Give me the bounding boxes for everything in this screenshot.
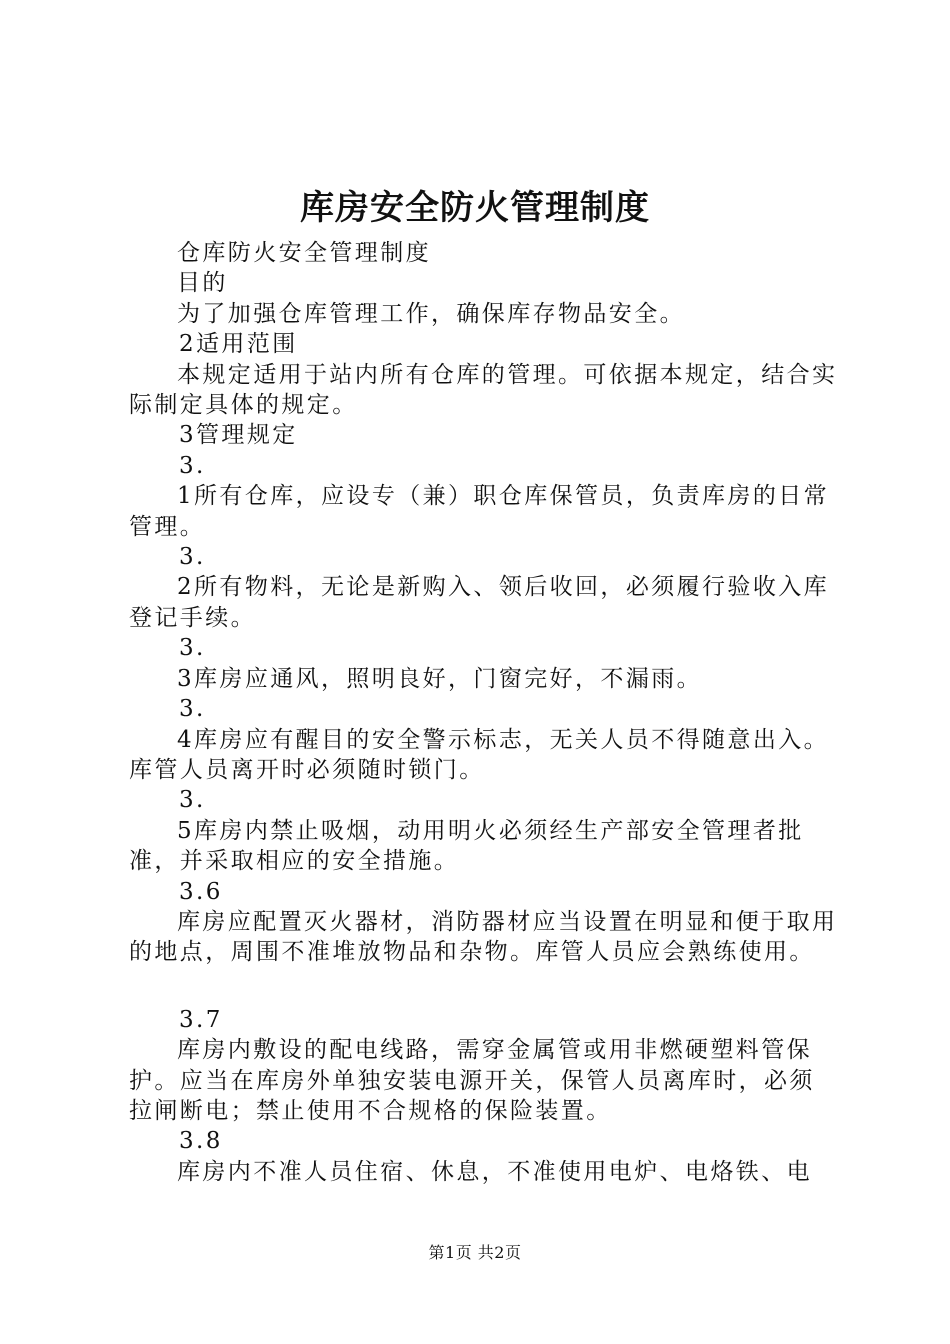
paragraph-scope-text: 本规定适用于站内所有仓库的管理。可依据本规定，结合实际制定具体的规定。 [129,361,838,419]
paragraph-section-number: 3.7 [179,1006,223,1033]
paragraph-section-number: 3. [179,452,206,479]
paragraph-section-number: 3. [179,635,206,662]
paragraph-rules-heading: 3管理规定 [179,422,298,449]
paragraph-section-number: 3. [179,696,206,723]
paragraph-rule-text: 1所有仓库，应设专（兼）职仓库保管员，负责库房的日常管理。 [129,483,830,540]
paragraph-subtitle: 仓库防火安全管理制度 [177,240,431,266]
paragraph-rule-text: 库房内不准人员住宿、休息，不准使用电炉、电烙铁、电 [177,1158,812,1185]
document-body [129,238,839,1187]
paragraph-section-number: 3. [179,544,206,571]
paragraph-rule-text: 2所有物料，无论是新购入、领后收回，必须履行验收入库登记手续。 [129,574,830,631]
paragraph-section-number: 3.6 [179,878,223,905]
paragraph-purpose-text: 为了加强仓库管理工作，确保库存物品安全。 [177,300,685,327]
paragraph-section-number: 3. [179,787,206,814]
paragraph-gap [129,968,839,1005]
paragraph-purpose-heading: 目的 [177,270,228,297]
paragraph-rule-text: 3库房应通风，照明良好，门窗完好，不漏雨。 [177,665,703,692]
paragraph-section-number: 3.8 [179,1128,223,1155]
paragraph-rule-text: 库房应配置灭火器材，消防器材应当设置在明显和便于取用的地点，周围不准堆放物品和杂物。库管人员应会熟练使用。 [129,908,838,966]
paragraph-rule-text: 5库房内禁止吸烟，动用明火必须经生产部安全管理者批准，并采取相应的安全措施。 [129,817,804,875]
paragraph-rule-text: 库房内敷设的配电线路，需穿金属管或用非燃硬塑料管保护。应当在库房外单独安装电源开关，保管人员离库时，必须拉闸断电；禁止使用不合规格的保险装置。 [129,1037,815,1124]
paragraph-rule-text: 4库房应有醒目的安全警示标志，无关人员不得随意出入。库管人员离开时必须随时锁门。 [129,726,830,783]
page-footer: 第1页 共2页 [428,1243,522,1262]
paragraph-scope-heading: 2适用范围 [179,331,298,358]
document-title: 库房安全防火管理制度 [300,188,650,228]
